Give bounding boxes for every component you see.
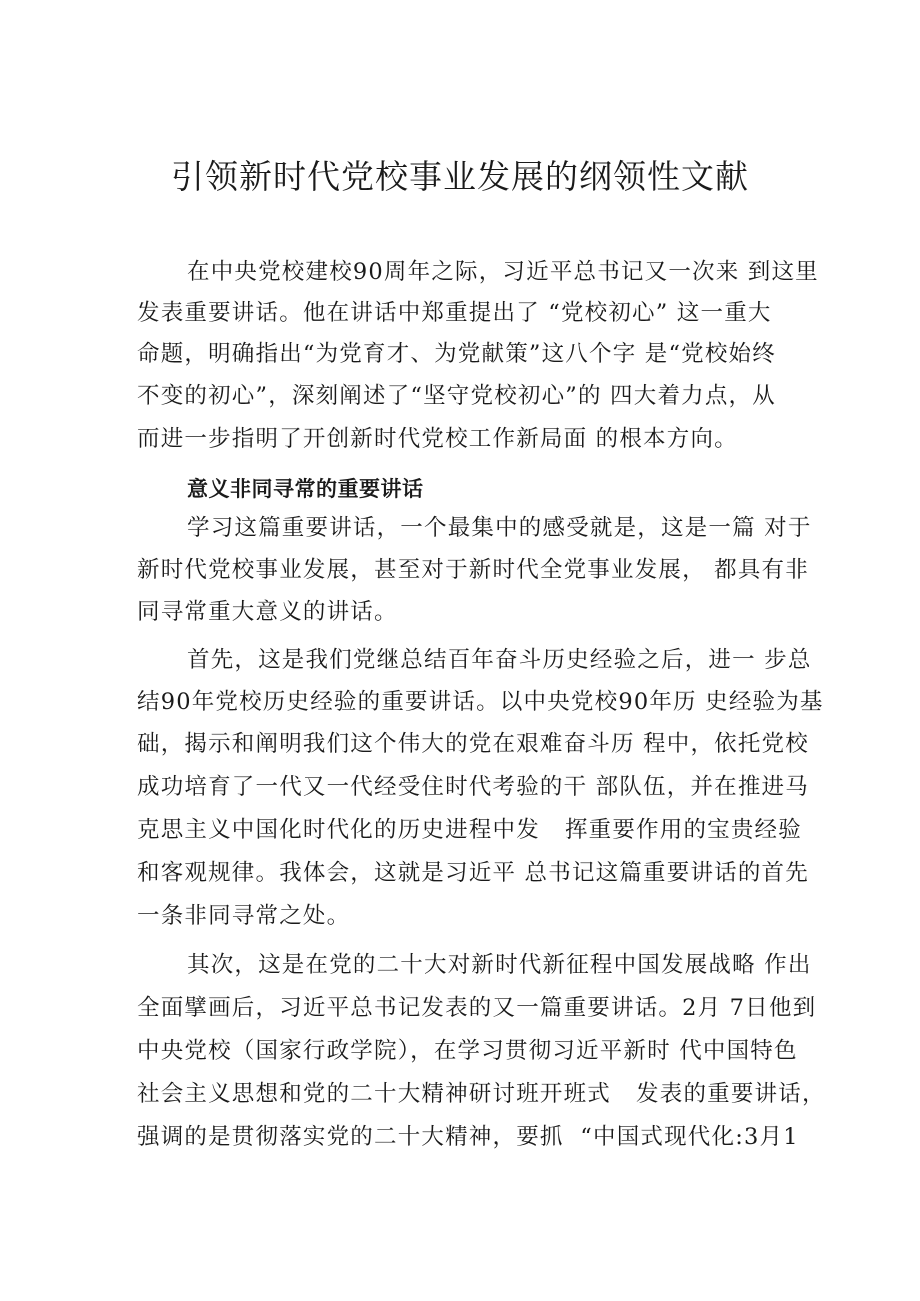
- paragraph-line: 结90年党校历史经验的重要讲话。以中央党校90年历 史经验为基: [137, 689, 824, 715]
- paragraph-line: 和客观规律。我体会，这就是习近平 总书记这篇重要讲话的首先: [137, 860, 809, 886]
- paragraph-line: 学习这篇重要讲话，一个最集中的感受就是，这是一篇 对于: [187, 515, 812, 541]
- paragraph-line: 发表重要讲话。他在讲话中郑重提出了 “党校初心” 这一重大: [137, 300, 772, 326]
- paragraph-line: 克思主义中国化时代化的历史进程中发 挥重要作用的宝贵经验: [137, 817, 802, 843]
- paragraph-line: 而进一步指明了开创新时代党校工作新局面 的根本方向。: [137, 426, 738, 452]
- paragraph-line: 成功培育了一代又一代经受住时代考验的干 部队伍，并在推进马: [137, 774, 809, 800]
- paragraph-line: 一条非同寻常之处。: [137, 903, 351, 929]
- paragraph-line: 社会主义思想和党的二十大精神研讨班开班式 发表的重要讲话，: [137, 1081, 826, 1107]
- paragraph-line: 中央党校（国家行政学院），在学习贯彻习近平新时 代中国特色: [137, 1038, 798, 1064]
- paragraph-line: 其次，这是在党的二十大对新时代新征程中国发展战略 作出: [187, 952, 812, 978]
- paragraph-line: 同寻常重大意义的讲话。: [137, 599, 398, 625]
- paragraph-line: 全面擘画后，习近平总书记发表的又一篇重要讲话。2月 7日他到: [137, 995, 817, 1021]
- section-heading: 意义非同寻常的重要讲话: [187, 477, 424, 501]
- paragraph-line: 在中央党校建校90周年之际，习近平总书记又一次来 到这里: [187, 259, 819, 285]
- paragraph-line: 新时代党校事业发展，甚至对于新时代全党事业发展， 都具有非: [137, 557, 809, 583]
- paragraph-line: 命题，明确指出“为党育才、为党献策”这八个字 是“党校始终: [137, 341, 776, 367]
- document-title: 引领新时代党校事业发展的纲领性文献: [171, 157, 749, 196]
- paragraph-line: 础，揭示和阐明我们这个伟大的党在艰难奋斗历 程中，依托党校: [137, 731, 809, 757]
- paragraph-line: 不变的初心”，深刻阐述了“坚守党校初心”的 四大着力点，从: [137, 383, 776, 409]
- paragraph-line: 首先，这是我们党继总结百年奋斗历史经验之后，进一 步总: [187, 647, 812, 673]
- paragraph-line: 强调的是贯彻落实党的二十大精神，要抓 “中国式现代化:3月1: [137, 1124, 799, 1150]
